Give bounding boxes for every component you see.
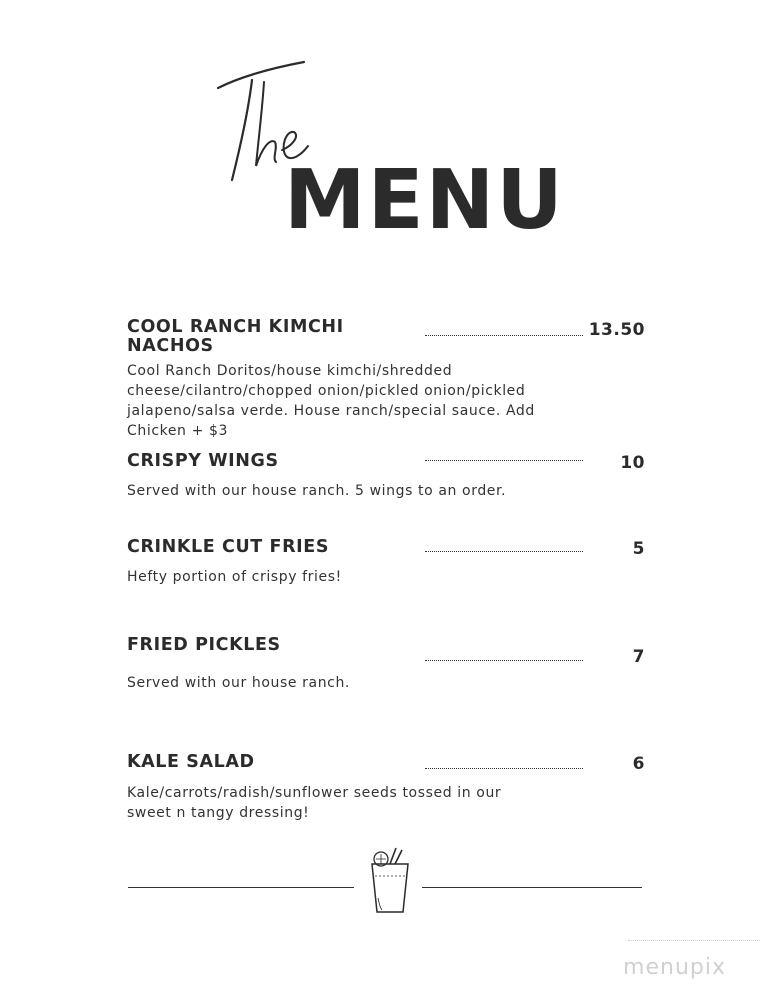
dot-leader [425, 660, 583, 661]
dot-leader [425, 551, 583, 552]
item-name: CRINKLE CUT FRIES [127, 537, 330, 557]
menu-item [127, 753, 647, 823]
menu-title: MENU [284, 153, 565, 248]
footer-rule-left [128, 887, 354, 888]
drink-cup-icon [366, 846, 414, 916]
footer-rule-right [422, 887, 642, 888]
item-name: FRIED PICKLES [127, 635, 281, 655]
item-price: 6 [632, 754, 645, 774]
dot-leader [425, 460, 583, 461]
menu-item [127, 636, 647, 693]
item-name: COOL RANCH KIMCHI NACHOS [127, 317, 344, 356]
menu-item [127, 538, 647, 587]
item-price: 5 [632, 539, 645, 559]
item-price: 10 [620, 453, 645, 473]
item-description: Hefty portion of crispy fries! [127, 569, 342, 585]
item-description: Served with our house ranch. [127, 675, 350, 691]
dot-leader [425, 768, 583, 769]
watermark-logo: menupix [623, 955, 726, 980]
item-name: CRISPY WINGS [127, 451, 279, 471]
item-name: KALE SALAD [127, 752, 255, 772]
watermark-dots [628, 940, 760, 941]
item-price: 7 [632, 647, 645, 667]
item-description: Cool Ranch Doritos/house kimchi/shredded cheese/cilantro/chopped onion/pickled onion/pickled jalapeno/salsa verde. House ranch/special sauce. Add Chicken + $3 [127, 363, 535, 439]
menu-item [127, 318, 647, 441]
item-price: 13.50 [588, 320, 645, 340]
item-description: Kale/carrots/radish/sunflower seeds tossed in our sweet n tangy dressing! [127, 785, 502, 821]
dot-leader [425, 335, 583, 336]
menu-item [127, 452, 647, 501]
item-description: Served with our house ranch. 5 wings to an order. [127, 483, 507, 499]
